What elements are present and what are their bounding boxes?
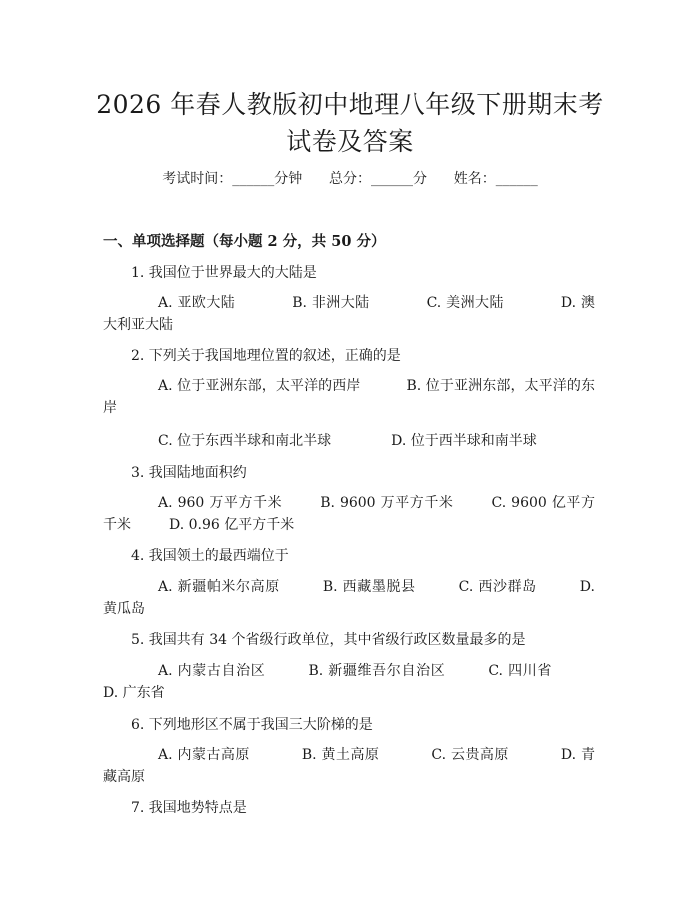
q4-option-c: C. 西沙群岛 — [458, 579, 537, 595]
q3-option-a: A. 960 万平方千米 — [158, 495, 283, 511]
q1-option-a: A. 亚欧大陆 — [158, 295, 236, 311]
q1-option-b: B. 非洲大陆 — [292, 295, 370, 311]
q1-option-c: C. 美洲大陆 — [426, 295, 504, 311]
question-3-options — [103, 492, 595, 536]
section-heading-single-choice: 一、单项选择题（每小题 2 分，共 50 分） — [103, 233, 386, 250]
q4-option-a: A. 新疆帕米尔高原 — [158, 579, 280, 595]
q3-option-d: D. 0.96 亿平方千米 — [169, 517, 295, 533]
exam-title-line-1: 2026 年春人教版初中地理八年级下册期末考 — [96, 90, 604, 119]
q5-option-a: A. 内蒙古自治区 — [158, 663, 266, 679]
q4-option-b: B. 西藏墨脱县 — [322, 579, 416, 595]
q5-option-d: D. 广东省 — [103, 685, 165, 701]
question-1-stem: 1. 我国位于世界最大的大陆是 — [131, 265, 317, 281]
exam-time-field: 考试时间：______分钟 — [162, 171, 303, 187]
total-score-field: 总分：______分 — [329, 171, 427, 187]
question-1-options — [103, 292, 595, 336]
student-name-field: 姓名：______ — [453, 171, 538, 187]
q2-option-b: B. 位于亚洲东部，太平洋的东岸 — [103, 378, 595, 416]
q3-option-b: B. 9600 万平方千米 — [320, 495, 454, 511]
q2-option-c: C. 位于东西半球和南北半球 — [158, 433, 332, 449]
question-6-options — [103, 744, 595, 788]
q6-option-a: A. 内蒙古高原 — [158, 747, 250, 763]
q2-option-d: D. 位于西半球和南半球 — [391, 433, 537, 449]
question-5-stem: 5. 我国共有 34 个省级行政单位，其中省级行政区数量最多的是 — [131, 632, 526, 648]
question-4-stem: 4. 我国领土的最西端位于 — [131, 548, 289, 564]
question-2-options-row-2 — [158, 430, 537, 450]
q1-option-d: D. 澳大利亚大陆 — [103, 295, 595, 333]
question-5-options — [103, 660, 595, 704]
q3-option-c: C. 9600 亿平方千米 — [103, 495, 595, 533]
q5-option-b: B. 新疆维吾尔自治区 — [308, 663, 446, 679]
exam-info-line — [0, 168, 700, 188]
q5-option-c: C. 四川省 — [488, 663, 552, 679]
question-7-stem: 7. 我国地势特点是 — [131, 800, 247, 816]
question-6-stem: 6. 下列地形区不属于我国三大阶梯的是 — [131, 717, 373, 733]
question-4-options — [103, 576, 595, 620]
q2-option-a: A. 位于亚洲东部，太平洋的西岸 — [158, 378, 361, 394]
q6-option-c: C. 云贵高原 — [431, 747, 509, 763]
q6-option-d: D. 青藏高原 — [103, 747, 595, 785]
exam-title-line-2: 试卷及答案 — [286, 127, 414, 156]
q4-option-d: D. 黄瓜岛 — [103, 579, 595, 617]
question-2-options-row-1 — [103, 375, 595, 419]
q6-option-b: B. 黄土高原 — [301, 747, 380, 763]
question-3-stem: 3. 我国陆地面积约 — [131, 465, 247, 481]
question-2-stem: 2. 下列关于我国地理位置的叙述，正确的是 — [131, 348, 401, 364]
